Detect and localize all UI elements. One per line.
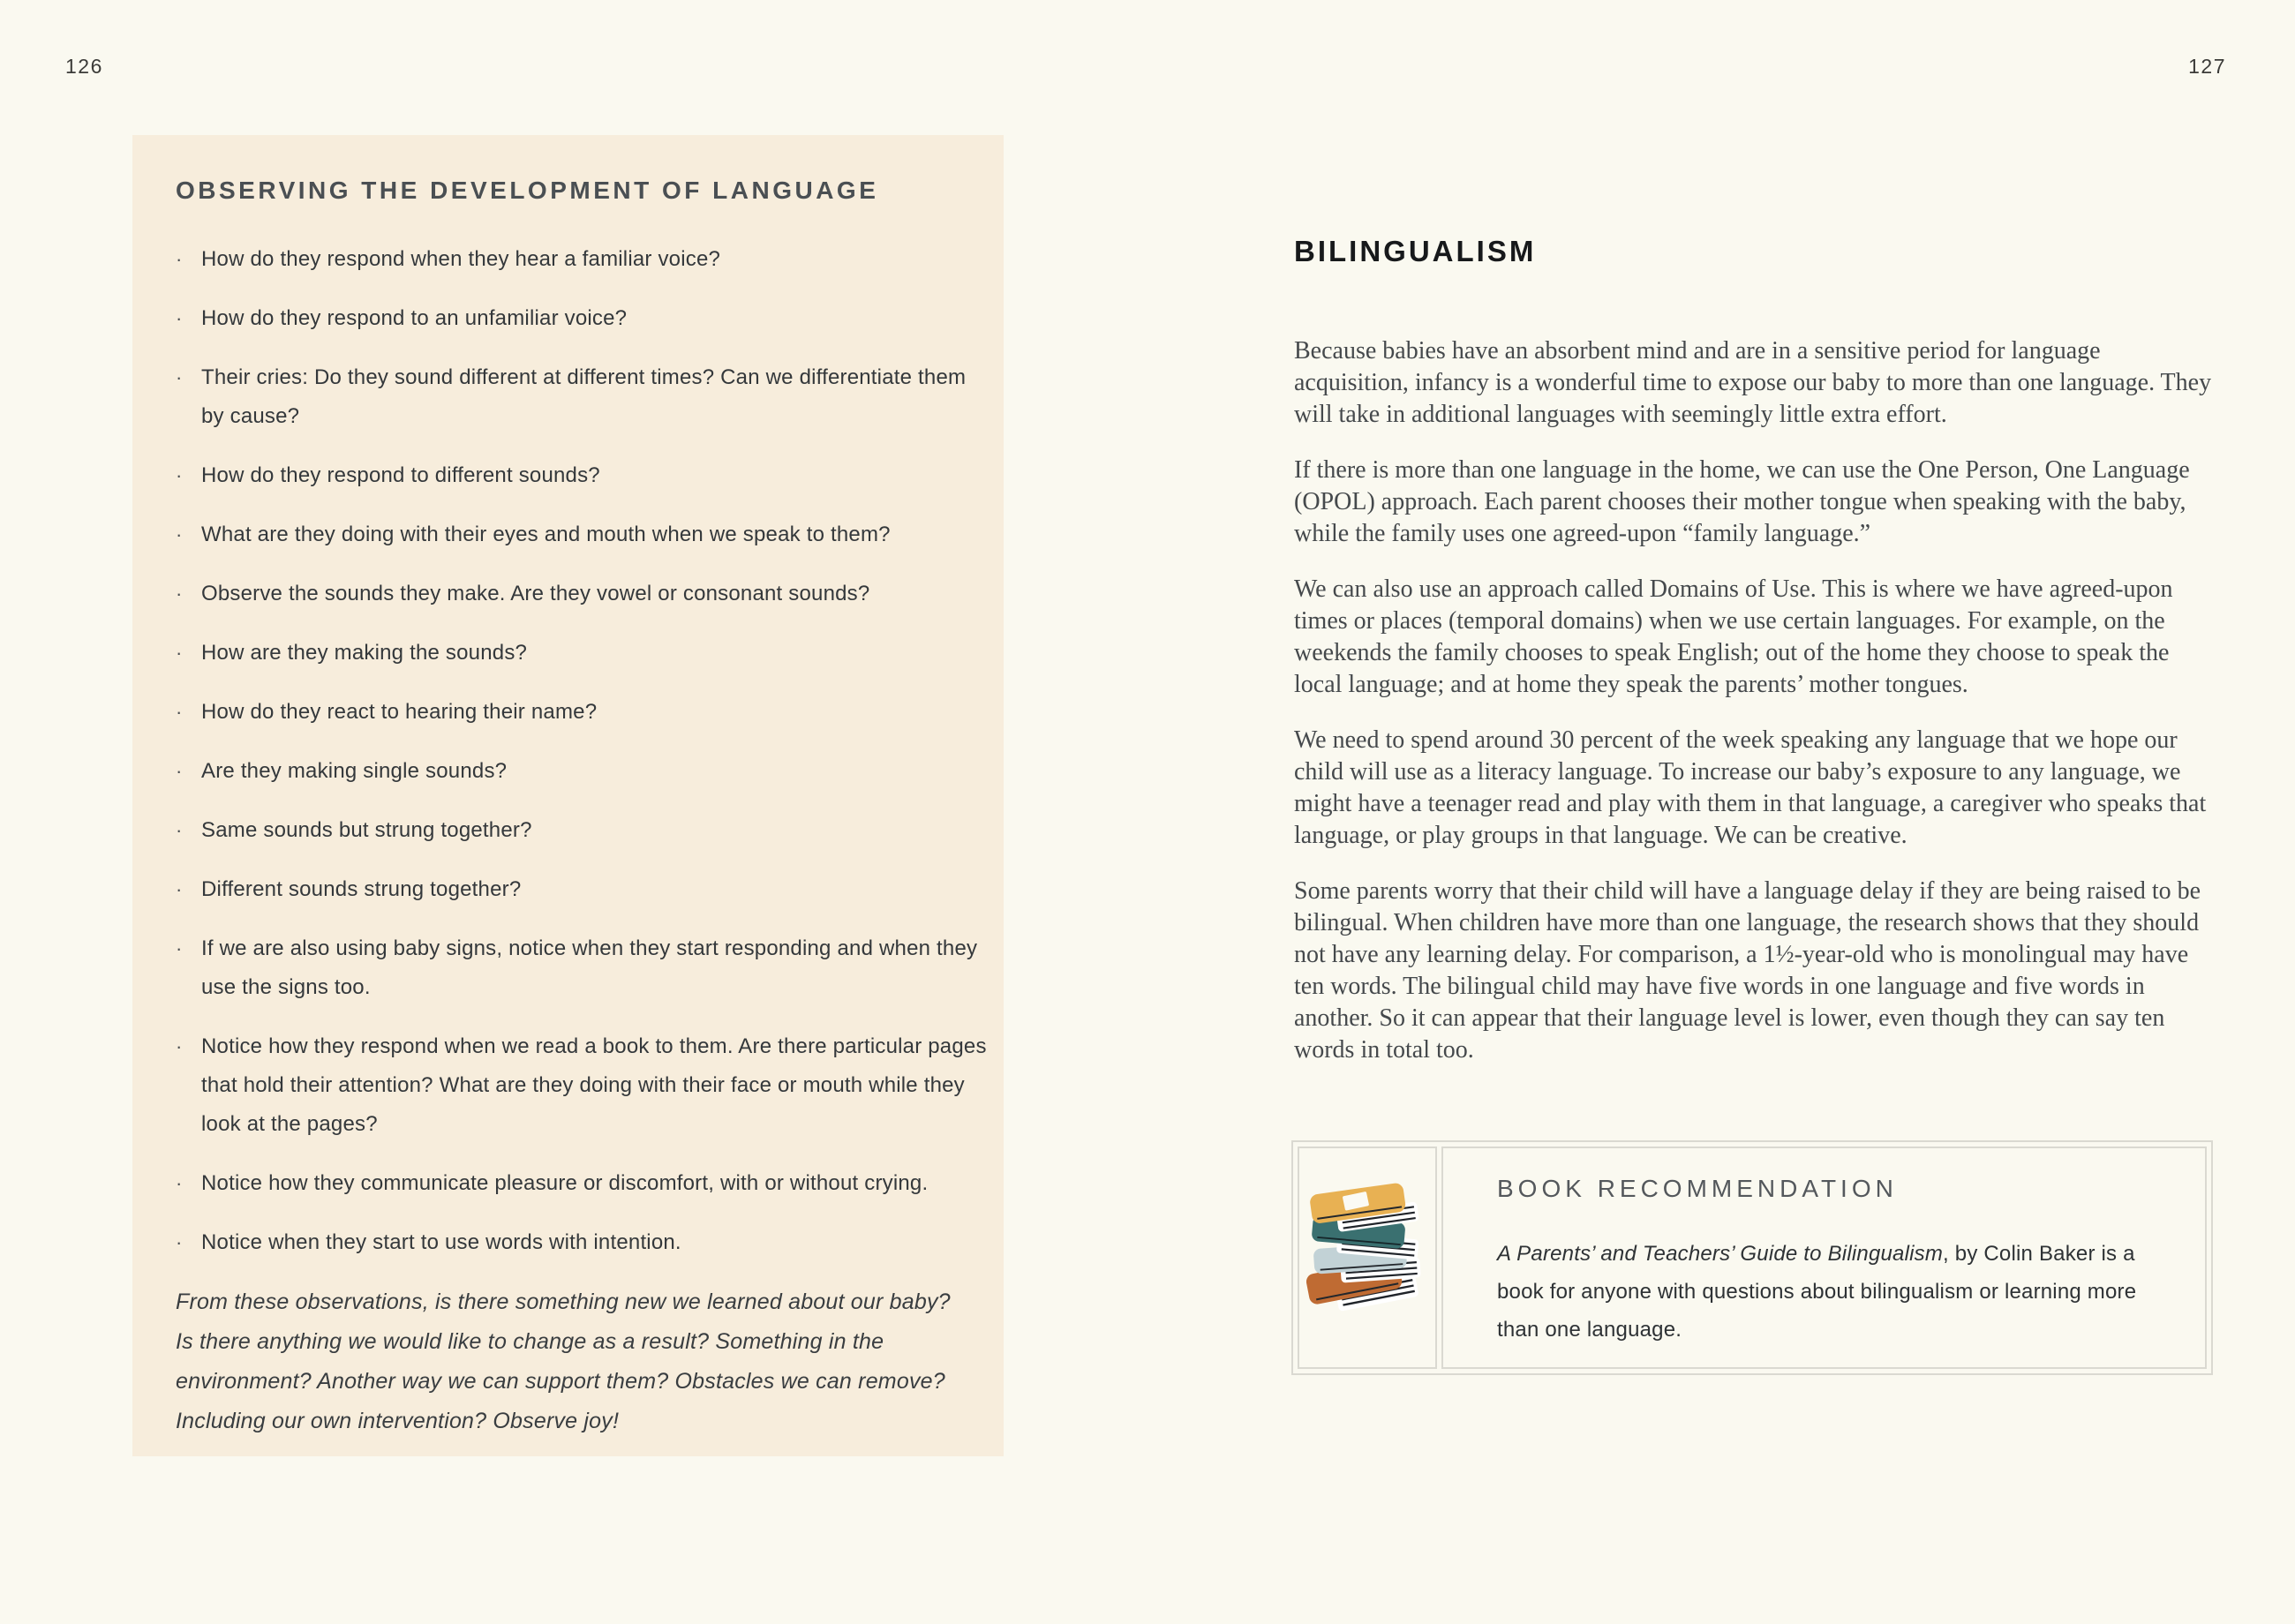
bilingualism-article <box>1294 235 2212 1090</box>
right-page-number: 127 <box>2188 55 2226 78</box>
observation-closing-note <box>176 1282 988 1441</box>
bullet-dot-icon: · <box>176 819 183 841</box>
bullet-dot-icon: · <box>176 523 183 545</box>
observation-bullet <box>176 752 988 791</box>
observation-bullet <box>176 575 988 613</box>
bullet-dot-icon: · <box>176 366 183 388</box>
book-illustration-cell <box>1298 1147 1437 1369</box>
bullet-text: How are they making the sounds? <box>201 641 528 665</box>
observation-bullet <box>176 299 988 338</box>
article-paragraph: If there is more than one language in the home, we can use the One Person, One Language (OPOL) approach. Each parent chooses their mother tongue when speaking with the baby, while the family uses one agreed-upon “family language.” <box>1294 456 2190 547</box>
closing-note-line: Is there anything we would like to change as a result? Something in the environment? Another way we can support them? Obstacles we can remove? Including our own intervention? Observe joy! <box>176 1329 945 1433</box>
bullet-text: If we are also using baby signs, notice when they start responding and when they use the signs too. <box>201 936 978 999</box>
bullet-text: What are they doing with their eyes and mouth when we speak to them? <box>201 523 891 546</box>
bullet-dot-icon: · <box>176 1035 183 1057</box>
book-recommendation-box <box>1291 1140 2213 1375</box>
observation-bullet-list <box>176 240 988 1262</box>
bullet-text: Same sounds but strung together? <box>201 818 532 842</box>
observation-box-title: OBSERVING THE DEVELOPMENT OF LANGUAGE <box>176 177 879 204</box>
book-description: , by Colin Baker is a book for anyone with questions about bilingualism or learning more than one language. <box>1497 1242 2137 1342</box>
bullet-dot-icon: · <box>176 583 183 605</box>
article-paragraph: We can also use an approach called Domains of Use. This is where we have agreed-upon times or places (temporal domains) when we use certain languages. For example, on the weekends the family chooses to speak English; out of the home they choose to speak the local language; and at home they speak the parents’ mother tongues. <box>1294 575 2173 698</box>
bullet-text: How do they respond to an unfamiliar voice? <box>201 306 628 330</box>
observation-bullet <box>176 358 988 436</box>
book-stack-icon <box>1306 1176 1428 1340</box>
bullet-dot-icon: · <box>176 937 183 959</box>
observation-bullet <box>176 811 988 850</box>
observation-bullet <box>176 870 988 909</box>
bullet-text: Notice how they communicate pleasure or discomfort, with or without crying. <box>201 1171 929 1195</box>
bullet-text: Their cries: Do they sound different at different times? Can we differentiate them by cause? <box>201 365 967 428</box>
bullet-dot-icon: · <box>176 1172 183 1194</box>
observation-bullet <box>176 515 988 554</box>
left-page-number: 126 <box>65 55 103 78</box>
bullet-dot-icon: · <box>176 1231 183 1253</box>
observation-bullet <box>176 1223 988 1262</box>
observation-bullet <box>176 456 988 495</box>
bullet-dot-icon: · <box>176 878 183 900</box>
bullet-text: Observe the sounds they make. Are they vowel or consonant sounds? <box>201 582 870 605</box>
bullet-text: Notice how they respond when we read a book to them. Are there particular pages that hold their attention? What are they doing with their face or mouth while they look at the pages? <box>201 1034 987 1136</box>
observation-bullet <box>176 240 988 279</box>
observation-bullet <box>176 1027 988 1144</box>
book-recommendation-title: BOOK RECOMMENDATION <box>1497 1175 1898 1202</box>
observation-bullet <box>176 693 988 732</box>
bullet-text: Notice when they start to use words with intention. <box>201 1230 681 1254</box>
bullet-text: How do they respond when they hear a familiar voice? <box>201 247 721 271</box>
observation-bullet <box>176 634 988 673</box>
bullet-dot-icon: · <box>176 642 183 664</box>
bullet-dot-icon: · <box>176 464 183 486</box>
bullet-text: Are they making single sounds? <box>201 759 508 783</box>
book-recommendation-body <box>1497 1235 2173 1349</box>
book-title: A Parents’ and Teachers’ Guide to Bilingualism <box>1497 1242 1944 1266</box>
bullet-text: Different sounds strung together? <box>201 877 522 901</box>
bullet-text: How do they respond to different sounds? <box>201 463 600 487</box>
article-paragraphs <box>1294 335 2212 1066</box>
bullet-dot-icon: · <box>176 307 183 329</box>
observation-box <box>132 135 1004 1456</box>
book-recommendation-text-cell <box>1441 1147 2207 1369</box>
article-heading: BILINGUALISM <box>1294 235 1537 267</box>
closing-note-line: From these observations, is there something new we learned about our baby? <box>176 1289 951 1314</box>
article-paragraph: We need to spend around 30 percent of the week speaking any language that we hope our child will use as a literacy language. To increase our baby’s exposure to any language, we might have a teenager read and play with them in that language, a caregiver who speaks that language, or play groups in that language. We can be creative. <box>1294 726 2207 849</box>
bullet-dot-icon: · <box>176 248 183 270</box>
bullet-dot-icon: · <box>176 760 183 782</box>
article-paragraph: Because babies have an absorbent mind and are in a sensitive period for language acquisition, infancy is a wonderful time to expose our baby to more than one language. They will take in additional languages with seemingly little extra effort. <box>1294 337 2212 428</box>
article-paragraph: Some parents worry that their child will have a language delay if they are being raised to be bilingual. When children have more than one language, the research shows that they should not have any learning delay. For comparison, a 1½-year-old who is monolingual may have ten words. The bilingual child may have five words in one language and five words in another. So it can appear that their language level is lower, even though they can say ten words in total too. <box>1294 877 2201 1064</box>
bullet-text: How do they react to hearing their name? <box>201 700 598 724</box>
observation-bullet <box>176 1164 988 1203</box>
bullet-dot-icon: · <box>176 701 183 723</box>
observation-bullet <box>176 929 988 1007</box>
